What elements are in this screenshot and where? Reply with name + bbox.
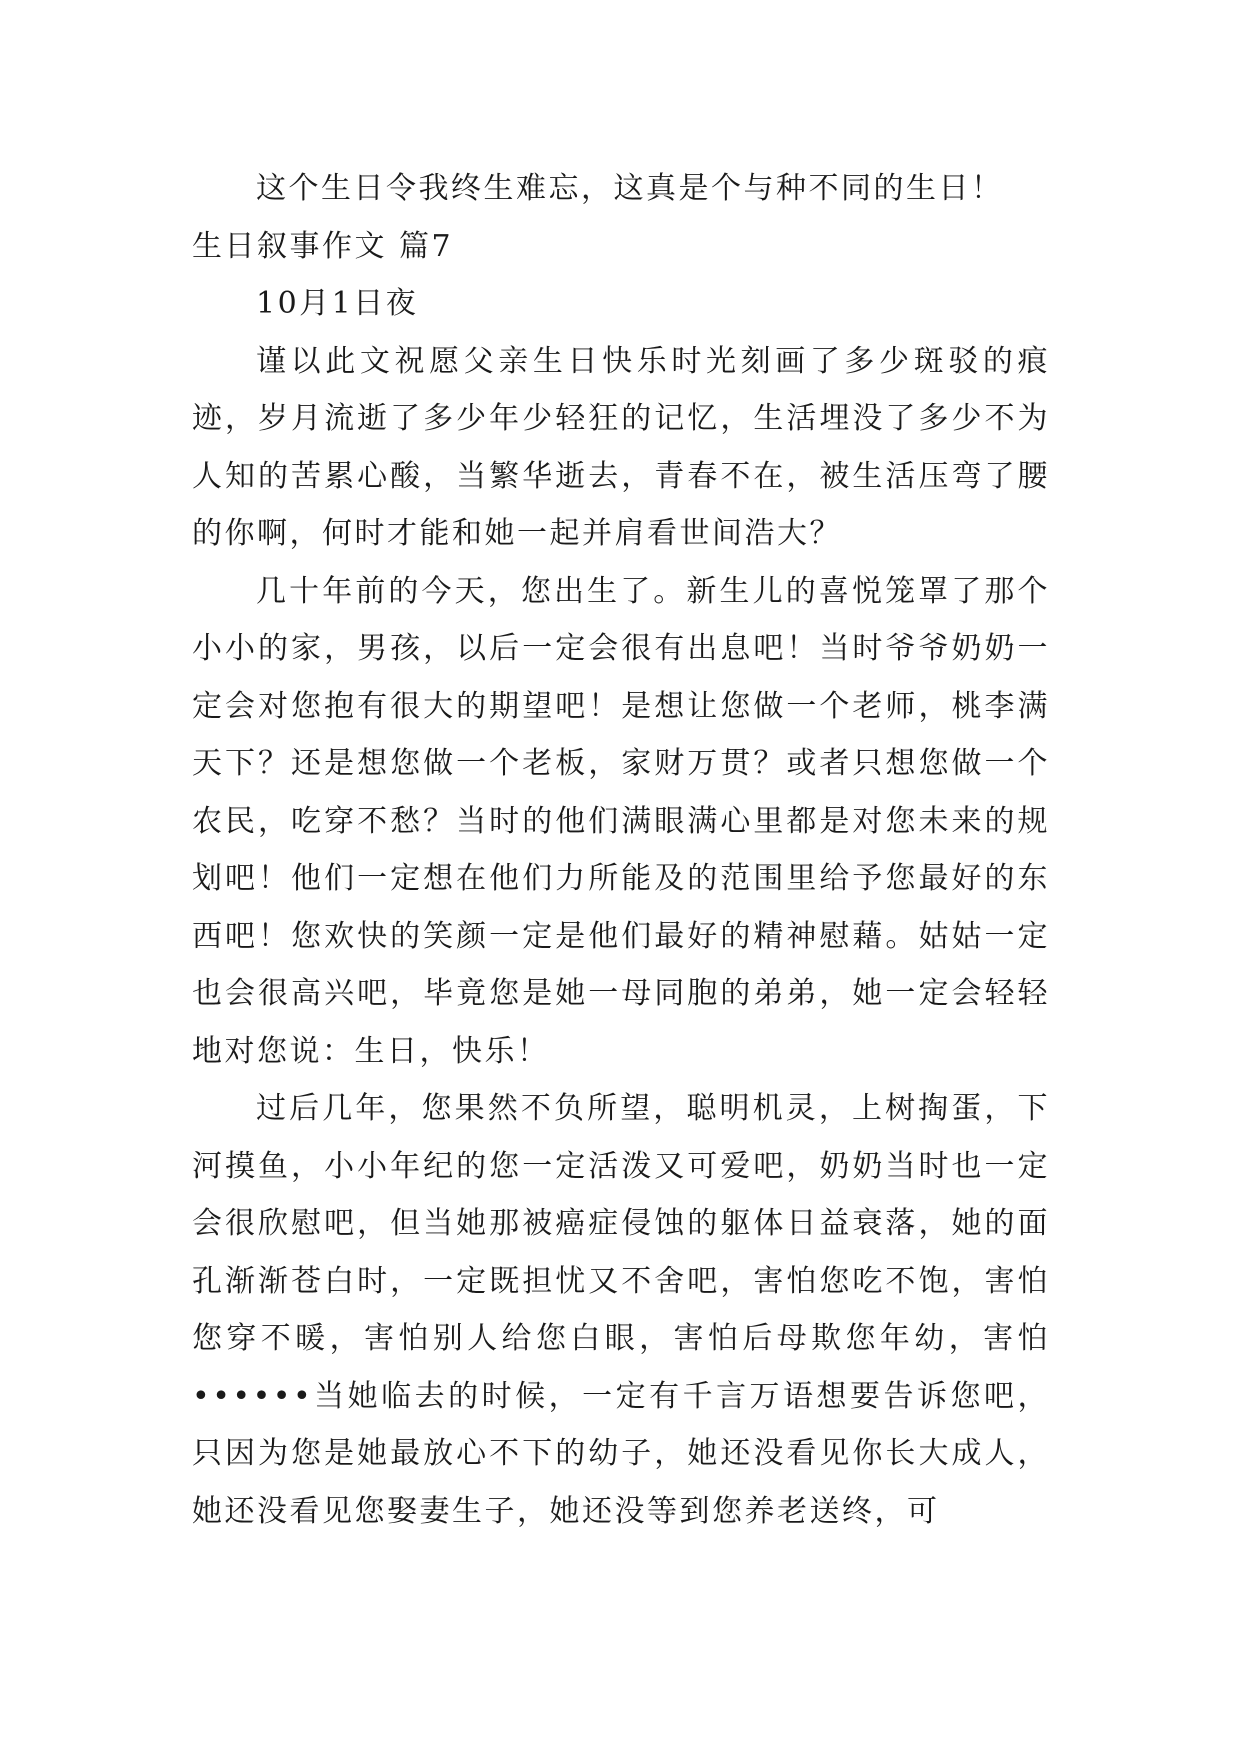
paragraph-dedication: 谨以此文祝愿父亲生日快乐时光刻画了多少斑驳的痕迹，岁月流逝了多少年少轻狂的记忆，生活埋没了多少不为人知的苦累心酸，当繁华逝去，青春不在，被生活压弯了腰的你啊，何时才能和她一起并肩看世间浩大？	[192, 343, 1050, 551]
paragraph-closing-line: 这个生日令我终生难忘，这真是个与种不同的生日！	[256, 171, 1004, 206]
section-heading: 生日叙事作文 篇7	[192, 228, 454, 264]
paragraph-birth: 几十年前的今天，您出生了。新生儿的喜悦笼罩了那个小小的家，男孩，以后一定会很有出息吧！当时爷爷奶奶一定会对您抱有很大的期望吧！是想让您做一个老师，桃李满天下？还是想您做一个老板，家财万贯？或者只想您做一个农民，吃穿不愁？当时的他们满眼满心里都是对您未来的规划吧！他们一定想在他们力所能及的范围里给予您最好的东西吧！您欢快的笑颜一定是他们最好的精神慰藉。姑姑一定也会很高兴吧，毕竟您是她一母同胞的弟弟，她一定会轻轻地对您说：生日，快乐！	[192, 573, 1050, 1069]
document-body	[192, 160, 1050, 1540]
paragraph-childhood: 过后几年，您果然不负所望，聪明机灵，上树掏蛋，下河摸鱼，小小年纪的您一定活泼又可爱吧，奶奶当时也一定会很欣慰吧，但当她那被癌症侵蚀的躯体日益衰落，她的面孔渐渐苍白时，一定既担忧又不舍吧，害怕您吃不饱，害怕您穿不暖，害怕别人给您白眼，害怕后母欺您年幼，害怕••••••当她临去的时候，一定有千言万语想要告诉您吧，只因为您是她最放心不下的幼子，她还没看见你长大成人，她还没看见您娶妻生子，她还没等到您养老送终，可	[192, 1091, 1050, 1529]
date-line: 10月1日夜	[256, 286, 419, 321]
